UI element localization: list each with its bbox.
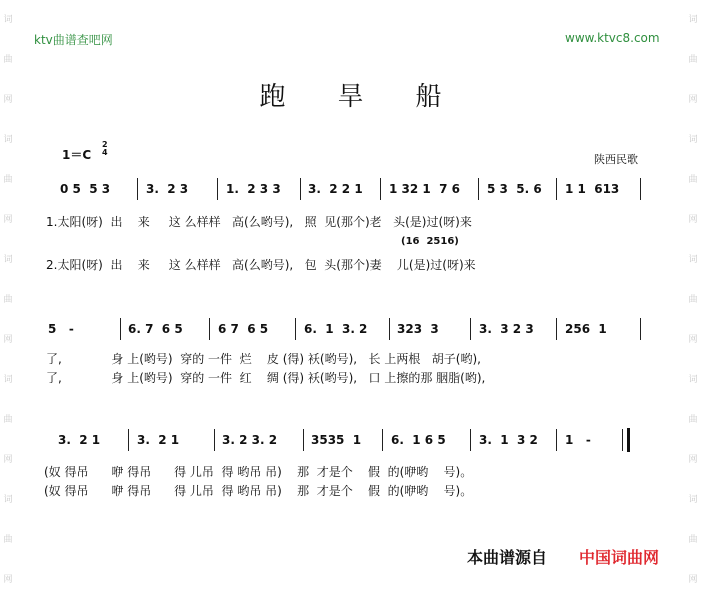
barline	[478, 178, 479, 200]
footer-source-label: 本曲谱源自	[467, 548, 548, 567]
final-barline	[627, 428, 630, 452]
watermark-char: 曲	[3, 55, 13, 65]
barline	[137, 178, 138, 200]
barline	[303, 429, 304, 451]
title-char: 跑	[259, 82, 286, 112]
measure: 6. 7 6 5	[128, 322, 183, 336]
watermark-char: 网	[3, 455, 13, 465]
measure: 323 3	[397, 322, 439, 336]
lyrics-verse-1: 1.太阳(呀) 出 来 这 么样样 高(么哟号), 照 见(那个)老 头(是)过(呀)来	[46, 215, 472, 229]
watermark-char: 网	[688, 455, 698, 465]
barline	[389, 318, 390, 340]
watermark-char: 词	[688, 15, 698, 25]
watermark-char: 曲	[688, 415, 698, 425]
measure: 1. 2 3 3	[226, 182, 281, 196]
measure: 3. 1 3 2	[479, 433, 538, 447]
measure: 3. 2 3. 2	[222, 433, 278, 447]
measure: 5 -	[48, 322, 74, 336]
measure: 256 1	[565, 322, 607, 336]
barline	[300, 178, 301, 200]
watermark-char: 词	[688, 495, 698, 505]
barline	[214, 429, 215, 451]
title-char: 船	[415, 82, 442, 112]
watermark-char: 词	[3, 495, 13, 505]
footer-site-link[interactable]: 中国词曲网	[579, 548, 660, 567]
lyrics-verse-2: 了, 身 上(哟号) 穿的 一件 红 绸 (得) 袄(哟号), 口 上擦的那 胭脂(哟),	[46, 371, 486, 385]
barline	[556, 318, 557, 340]
barline	[128, 429, 129, 451]
watermark-char: 曲	[3, 295, 13, 305]
watermark-char: 曲	[688, 175, 698, 185]
lyrics-verse-2: 2.太阳(呀) 出 来 这 么样样 高(么哟号), 包 头(那个)妻 儿(是)过(呀)来	[46, 258, 476, 272]
watermark-char: 曲	[688, 295, 698, 305]
measure: 1 1 613	[565, 182, 620, 196]
barline	[295, 318, 296, 340]
measure: 3. 3 2 3	[479, 322, 534, 336]
watermark-char: 曲	[688, 535, 698, 545]
watermark-char: 网	[3, 575, 13, 585]
meter-top: 2	[102, 140, 108, 149]
watermark-char: 词	[688, 135, 698, 145]
watermark-char: 词	[688, 375, 698, 385]
song-title	[0, 76, 701, 113]
watermark-char: 词	[3, 15, 13, 25]
measure: 3. 2 3	[146, 182, 189, 196]
barline	[382, 429, 383, 451]
key-signature: 1＝C	[62, 148, 92, 162]
measure: 3. 2 1	[137, 433, 180, 447]
measure: 6. 1 6 5	[391, 433, 446, 447]
header-url: www.ktvc8.com	[565, 31, 660, 45]
watermark-char: 词	[3, 135, 13, 145]
barline	[556, 178, 557, 200]
watermark-char: 词	[3, 255, 13, 265]
barline	[556, 429, 557, 451]
watermark-char: 网	[688, 575, 698, 585]
measure: 3. 2 1	[58, 433, 101, 447]
measure: 6. 1 3. 2	[304, 322, 368, 336]
watermark-char: 网	[688, 215, 698, 225]
header-site-name: ktv曲谱查吧网	[34, 33, 113, 47]
barline	[622, 429, 623, 451]
watermark-char: 词	[688, 255, 698, 265]
barline	[209, 318, 210, 340]
measure: 6 7 6 5	[218, 322, 269, 336]
watermark-char: 曲	[688, 55, 698, 65]
measure: 0 5 5 3	[60, 182, 111, 196]
watermark-char: 词	[3, 375, 13, 385]
watermark-char: 网	[688, 95, 698, 105]
barline	[470, 318, 471, 340]
measure: 1 32 1 7 6	[389, 182, 460, 196]
measure: 3535 1	[311, 433, 362, 447]
lyrics-verse-1: 了, 身 上(哟号) 穿的 一件 烂 皮 (得) 袄(哟号), 长 上两根 胡子(哟),	[46, 352, 481, 366]
meter-bottom: 4	[102, 148, 108, 157]
barline	[470, 429, 471, 451]
lyrics-verse-2: (奴 得吊 咿 得吊 得 儿吊 得 哟吊 吊) 那 才是个 假 的(咿哟 号)。	[44, 484, 473, 498]
watermark-char: 网	[688, 335, 698, 345]
time-signature	[102, 141, 108, 157]
title-char: 旱	[337, 82, 364, 112]
barline	[120, 318, 121, 340]
song-origin: 陕西民歌	[594, 153, 638, 166]
barline	[217, 178, 218, 200]
watermark-char: 曲	[3, 535, 13, 545]
measure: 5 3 5. 6	[487, 182, 542, 196]
watermark-char: 网	[3, 215, 13, 225]
barline	[640, 178, 641, 200]
barline	[640, 318, 641, 340]
lyrics-verse-1: (奴 得吊 咿 得吊 得 儿吊 得 哟吊 吊) 那 才是个 假 的(咿哟 号)。	[44, 465, 473, 479]
measure: 3. 2 2 1	[308, 182, 363, 196]
watermark-char: 曲	[3, 415, 13, 425]
measure: 1 -	[565, 433, 591, 447]
watermark-char: 曲	[3, 175, 13, 185]
watermark-char: 网	[3, 95, 13, 105]
alternate-notes: (16 2516)	[401, 236, 459, 247]
barline	[380, 178, 381, 200]
watermark-char: 网	[3, 335, 13, 345]
